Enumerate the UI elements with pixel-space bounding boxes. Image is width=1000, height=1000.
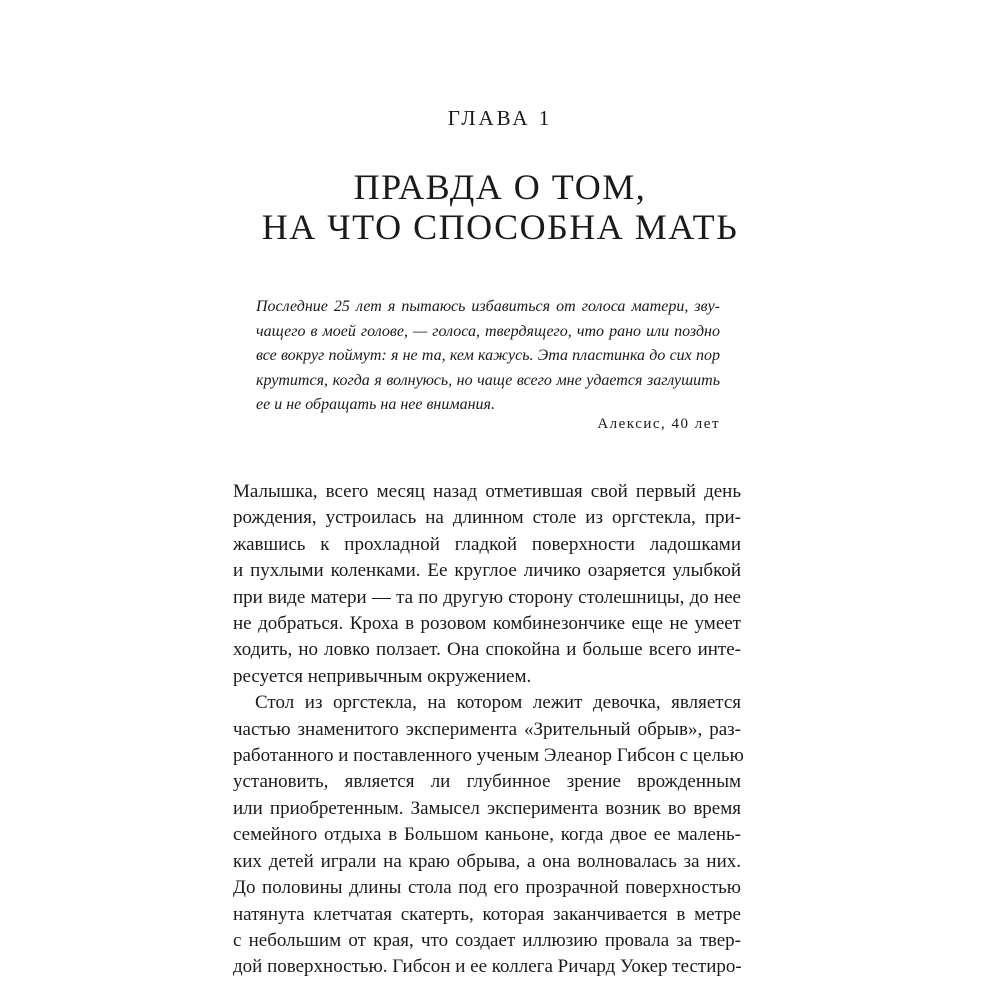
text-line: установить, является ли глубинное зрение врожденным xyxy=(233,771,741,793)
text-line: работанного и поставленного ученым Элеанор Гибсон с целью xyxy=(233,745,744,767)
epigraph-line: все вокруг поймут: я не та, кем кажусь. Эта пластинка до сих пор xyxy=(256,347,720,364)
text-line: Малышка, всего месяц назад отметившая свой первый день xyxy=(233,481,741,502)
epigraph-author: Алексис, 40 лет xyxy=(597,416,720,432)
paragraph-1 xyxy=(233,479,741,690)
chapter-title-line: НА ЧТО СПОСОБНА МАТЬ xyxy=(261,207,739,247)
text-line: при виде матери — та по другую сторону столешницы, до нее xyxy=(233,586,741,608)
text-line: с небольшим от края, что создает иллюзию провала за твер- xyxy=(233,929,741,951)
chapter-title-line: ПРАВДА О ТОМ, xyxy=(353,167,647,207)
chapter-title xyxy=(0,167,1000,247)
text-line: Стол из оргстекла, на котором лежит девочка, является xyxy=(255,692,741,714)
text-line: До половины длины стола под его прозрачной поверхностью xyxy=(233,877,741,899)
epigraph-line: крутится, когда я волнуюсь, но чаще всего мне удается заглушить xyxy=(256,371,720,389)
epigraph xyxy=(256,295,720,418)
paragraph-2 xyxy=(233,690,744,980)
text-line: жавшись к прохладной гладкой поверхности ладошками xyxy=(233,533,741,555)
text-line: натянута клетчатая скатерть, которая заканчивается в метре xyxy=(233,903,741,925)
text-line: дой поверхностью. Гибсон и ее коллега Ричард Уокер тестиро- xyxy=(233,956,742,978)
text-line: и пухлыми коленками. Ее круглое личико озаряется улыбкой xyxy=(233,560,741,582)
epigraph-line: чащего в моей голове, — голоса, твердящего, что рано или поздно xyxy=(256,322,720,340)
text-line: не добраться. Кроха в розовом комбинезончике еще не умеет xyxy=(233,613,741,635)
epigraph-line: ее и не обращать на нее внимания. xyxy=(256,396,495,413)
text-line: ходить, но ловко ползает. Она спокойна и больше всего инте- xyxy=(233,639,741,661)
text-line: ресуется непривычным окружением. xyxy=(233,665,532,687)
text-line: или приобретенным. Замысел эксперимента возник во время xyxy=(233,797,741,819)
text-line: ких детей играли на краю обрыва, а она волновалась за них. xyxy=(233,850,741,872)
chapter-label: ГЛАВА 1 xyxy=(447,106,553,130)
text-line: частью знаменитого эксперимента «Зрительный обрыв», раз- xyxy=(233,718,741,740)
text-line: рождения, устроилась на длинном столе из оргстекла, при- xyxy=(233,507,741,529)
text-line: семейного отдыха в Большом каньоне, когда двое ее малень- xyxy=(233,824,741,846)
body-text xyxy=(233,479,744,981)
epigraph-line: Последние 25 лет я пытаюсь избавиться от голоса матери, зву- xyxy=(256,298,720,315)
